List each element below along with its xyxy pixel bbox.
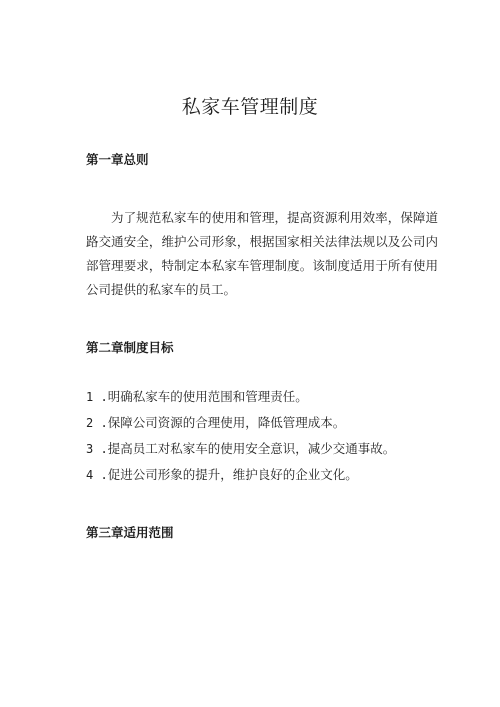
- section-heading-2: 第二章制度目标: [86, 340, 174, 355]
- list-item-number: 4 .: [86, 468, 108, 482]
- list-item-number: 1 .: [86, 390, 108, 404]
- list-item: [86, 462, 438, 488]
- section-heading-1: 第一章总则: [86, 152, 149, 167]
- list-item: [86, 436, 438, 462]
- list-item-text: 明确私家车的使用范围和管理责任。: [107, 389, 308, 404]
- list-item-text: 保障公司资源的合理使用，降低管理成本。: [107, 415, 346, 430]
- list-item-number: 3 .: [86, 442, 108, 456]
- document-title: 私家车管理制度: [181, 96, 319, 118]
- objectives-list: [86, 384, 438, 488]
- list-item-number: 2 .: [86, 416, 108, 430]
- list-item: [86, 384, 438, 410]
- list-item: [86, 410, 438, 436]
- section-heading-3: 第三章适用范围: [86, 525, 174, 540]
- list-item-text: 提高员工对私家车的使用安全意识，减少交通事故。: [107, 441, 396, 456]
- section-1-paragraph: 为了规范私家车的使用和管理，提高资源利用效率，保障道路交通安全，维护公司形象，根据国家相关法律法规以及公司内部管理要求，特制定本私家车管理制度。该制度适用于所有使用公司提供的私家车的员工。: [86, 210, 438, 297]
- list-item-text: 促进公司形象的提升，维护良好的企业文化。: [107, 467, 358, 482]
